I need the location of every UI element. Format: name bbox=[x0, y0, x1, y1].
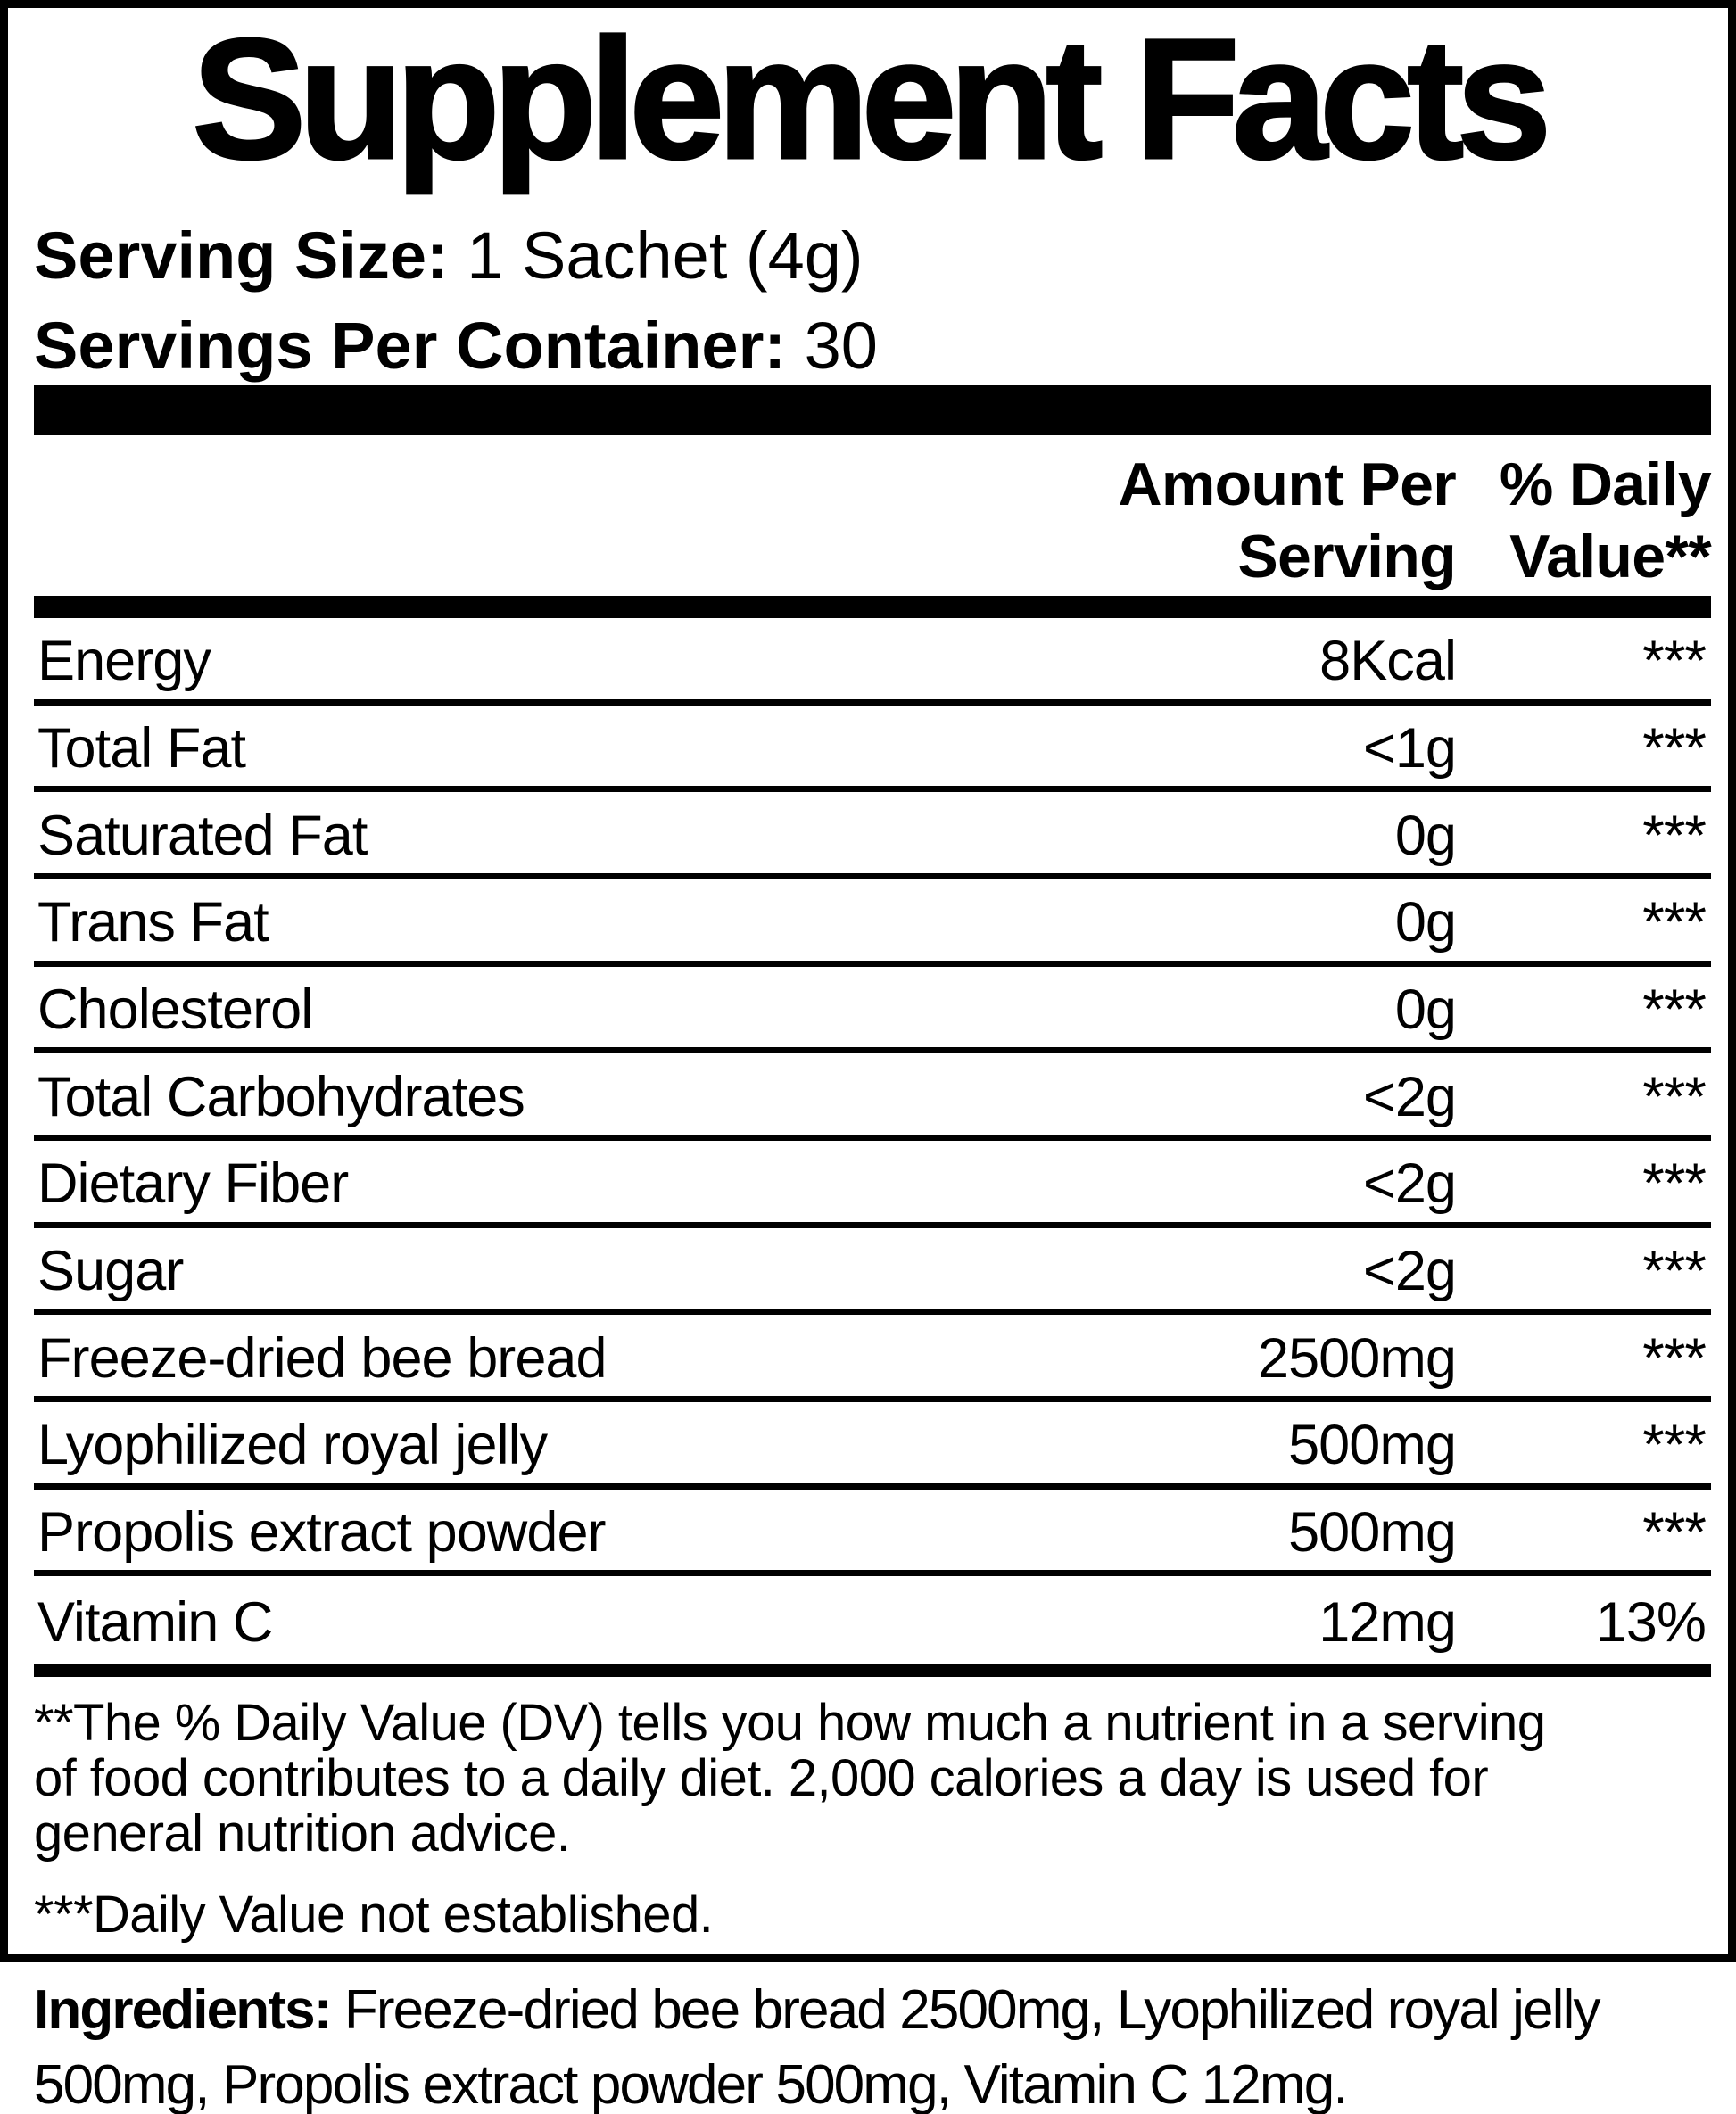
nutrient-name: Propolis extract powder bbox=[37, 1500, 606, 1564]
nutrient-daily-value: *** bbox=[1642, 1326, 1706, 1390]
dv-header-line2: Value** bbox=[1509, 523, 1711, 590]
daily-value-header bbox=[1456, 449, 1711, 593]
amount-header-line1: Amount Per bbox=[1118, 450, 1456, 518]
nutrient-row bbox=[34, 706, 1711, 793]
nutrient-amount: <1g bbox=[1362, 716, 1456, 780]
footnote-line: **The % Daily Value (DV) tells you how much a nutrient in a serving bbox=[34, 1694, 1546, 1752]
nutrient-row bbox=[34, 967, 1711, 1054]
serving-size-line bbox=[34, 211, 1711, 301]
nutrient-amount: 500mg bbox=[1288, 1500, 1456, 1564]
panel-title: Supplement Facts bbox=[192, 3, 1544, 194]
nutrient-amount: 2500mg bbox=[1258, 1326, 1456, 1390]
nutrient-daily-value: *** bbox=[1642, 1065, 1706, 1128]
divider-below-headers bbox=[34, 596, 1711, 618]
nutrient-daily-value: *** bbox=[1642, 1152, 1706, 1216]
nutrient-daily-value: *** bbox=[1642, 891, 1706, 954]
nutrient-amount: 8Kcal bbox=[1319, 630, 1456, 693]
nutrient-row bbox=[34, 1141, 1711, 1228]
ingredients-line1-text: Freeze-dried bee bread 2500mg, Lyophilized royal jelly bbox=[330, 1979, 1600, 2041]
ingredients-label: Ingredients: bbox=[34, 1979, 331, 2041]
amount-per-serving-header bbox=[1118, 449, 1456, 593]
nutrient-name: Total Fat bbox=[37, 716, 246, 780]
ingredients-line2: 500mg, Propolis extract powder 500mg, Vitamin C 12mg. bbox=[34, 2054, 1347, 2114]
nutrient-name: Sugar bbox=[37, 1239, 184, 1302]
servings-per-container-line bbox=[34, 301, 1711, 391]
nutrient-name: Saturated Fat bbox=[37, 804, 368, 867]
nutrient-name: Cholesterol bbox=[37, 978, 313, 1041]
ingredients-section bbox=[34, 1973, 1711, 2114]
nutrient-daily-value: *** bbox=[1642, 1500, 1706, 1564]
nutrient-row bbox=[34, 618, 1711, 706]
nutrient-daily-value: *** bbox=[1642, 716, 1706, 780]
nutrient-name: Total Carbohydrates bbox=[37, 1065, 525, 1128]
nutrient-daily-value: *** bbox=[1642, 978, 1706, 1041]
nutrient-amount: 12mg bbox=[1319, 1591, 1456, 1655]
nutrient-name: Vitamin C bbox=[37, 1591, 273, 1655]
nutrient-name: Dietary Fiber bbox=[37, 1152, 349, 1216]
servings-per-container-label: Servings Per Container: bbox=[34, 309, 787, 383]
servings-per-container-value: 30 bbox=[786, 309, 878, 383]
nutrient-row bbox=[34, 1228, 1711, 1316]
amount-header-line2: Serving bbox=[1237, 523, 1456, 590]
serving-size-label: Serving Size: bbox=[34, 219, 449, 293]
nutrient-name: Lyophilized royal jelly bbox=[37, 1414, 548, 1477]
nutrient-amount: 500mg bbox=[1288, 1414, 1456, 1477]
nutrient-daily-value: 13% bbox=[1595, 1591, 1706, 1655]
nutrient-daily-value: *** bbox=[1642, 1414, 1706, 1477]
dv-not-established-note: ***Daily Value not established. bbox=[34, 1886, 714, 1944]
nutrient-amount: <2g bbox=[1362, 1065, 1456, 1128]
nutrient-daily-value: *** bbox=[1642, 630, 1706, 693]
divider-above-footnote bbox=[34, 1664, 1711, 1677]
nutrient-amount: 0g bbox=[1394, 978, 1456, 1041]
dv-header-line1: % Daily bbox=[1499, 450, 1711, 518]
nutrient-name: Trans Fat bbox=[37, 891, 269, 954]
nutrient-row bbox=[34, 1315, 1711, 1402]
nutrient-name: Freeze-dried bee bread bbox=[37, 1326, 607, 1390]
nutrient-row bbox=[34, 1490, 1711, 1577]
nutrient-amount: 0g bbox=[1394, 891, 1456, 954]
column-headers bbox=[34, 449, 1711, 593]
footnote-line: of food contributes to a daily diet. 2,000 calories a day is used for bbox=[34, 1749, 1489, 1807]
divider-thick-top bbox=[34, 385, 1711, 435]
daily-value-footnote bbox=[34, 1696, 1711, 1862]
ingredients-line1 bbox=[34, 1973, 1711, 2048]
nutrient-row bbox=[34, 792, 1711, 879]
serving-size-value: 1 Sachet (4g) bbox=[448, 219, 864, 293]
serving-info bbox=[34, 211, 1711, 391]
nutrient-row bbox=[34, 1576, 1711, 1664]
nutrient-amount: 0g bbox=[1394, 804, 1456, 867]
nutrient-daily-value: *** bbox=[1642, 1239, 1706, 1302]
footnote-line: general nutrition advice. bbox=[34, 1804, 571, 1862]
nutrient-daily-value: *** bbox=[1642, 804, 1706, 867]
nutrient-table bbox=[34, 618, 1711, 1664]
nutrient-name: Energy bbox=[37, 630, 211, 693]
nutrient-row bbox=[34, 1053, 1711, 1141]
nutrient-row bbox=[34, 879, 1711, 967]
nutrient-amount: <2g bbox=[1362, 1152, 1456, 1216]
nutrient-amount: <2g bbox=[1362, 1239, 1456, 1302]
nutrient-row bbox=[34, 1402, 1711, 1490]
